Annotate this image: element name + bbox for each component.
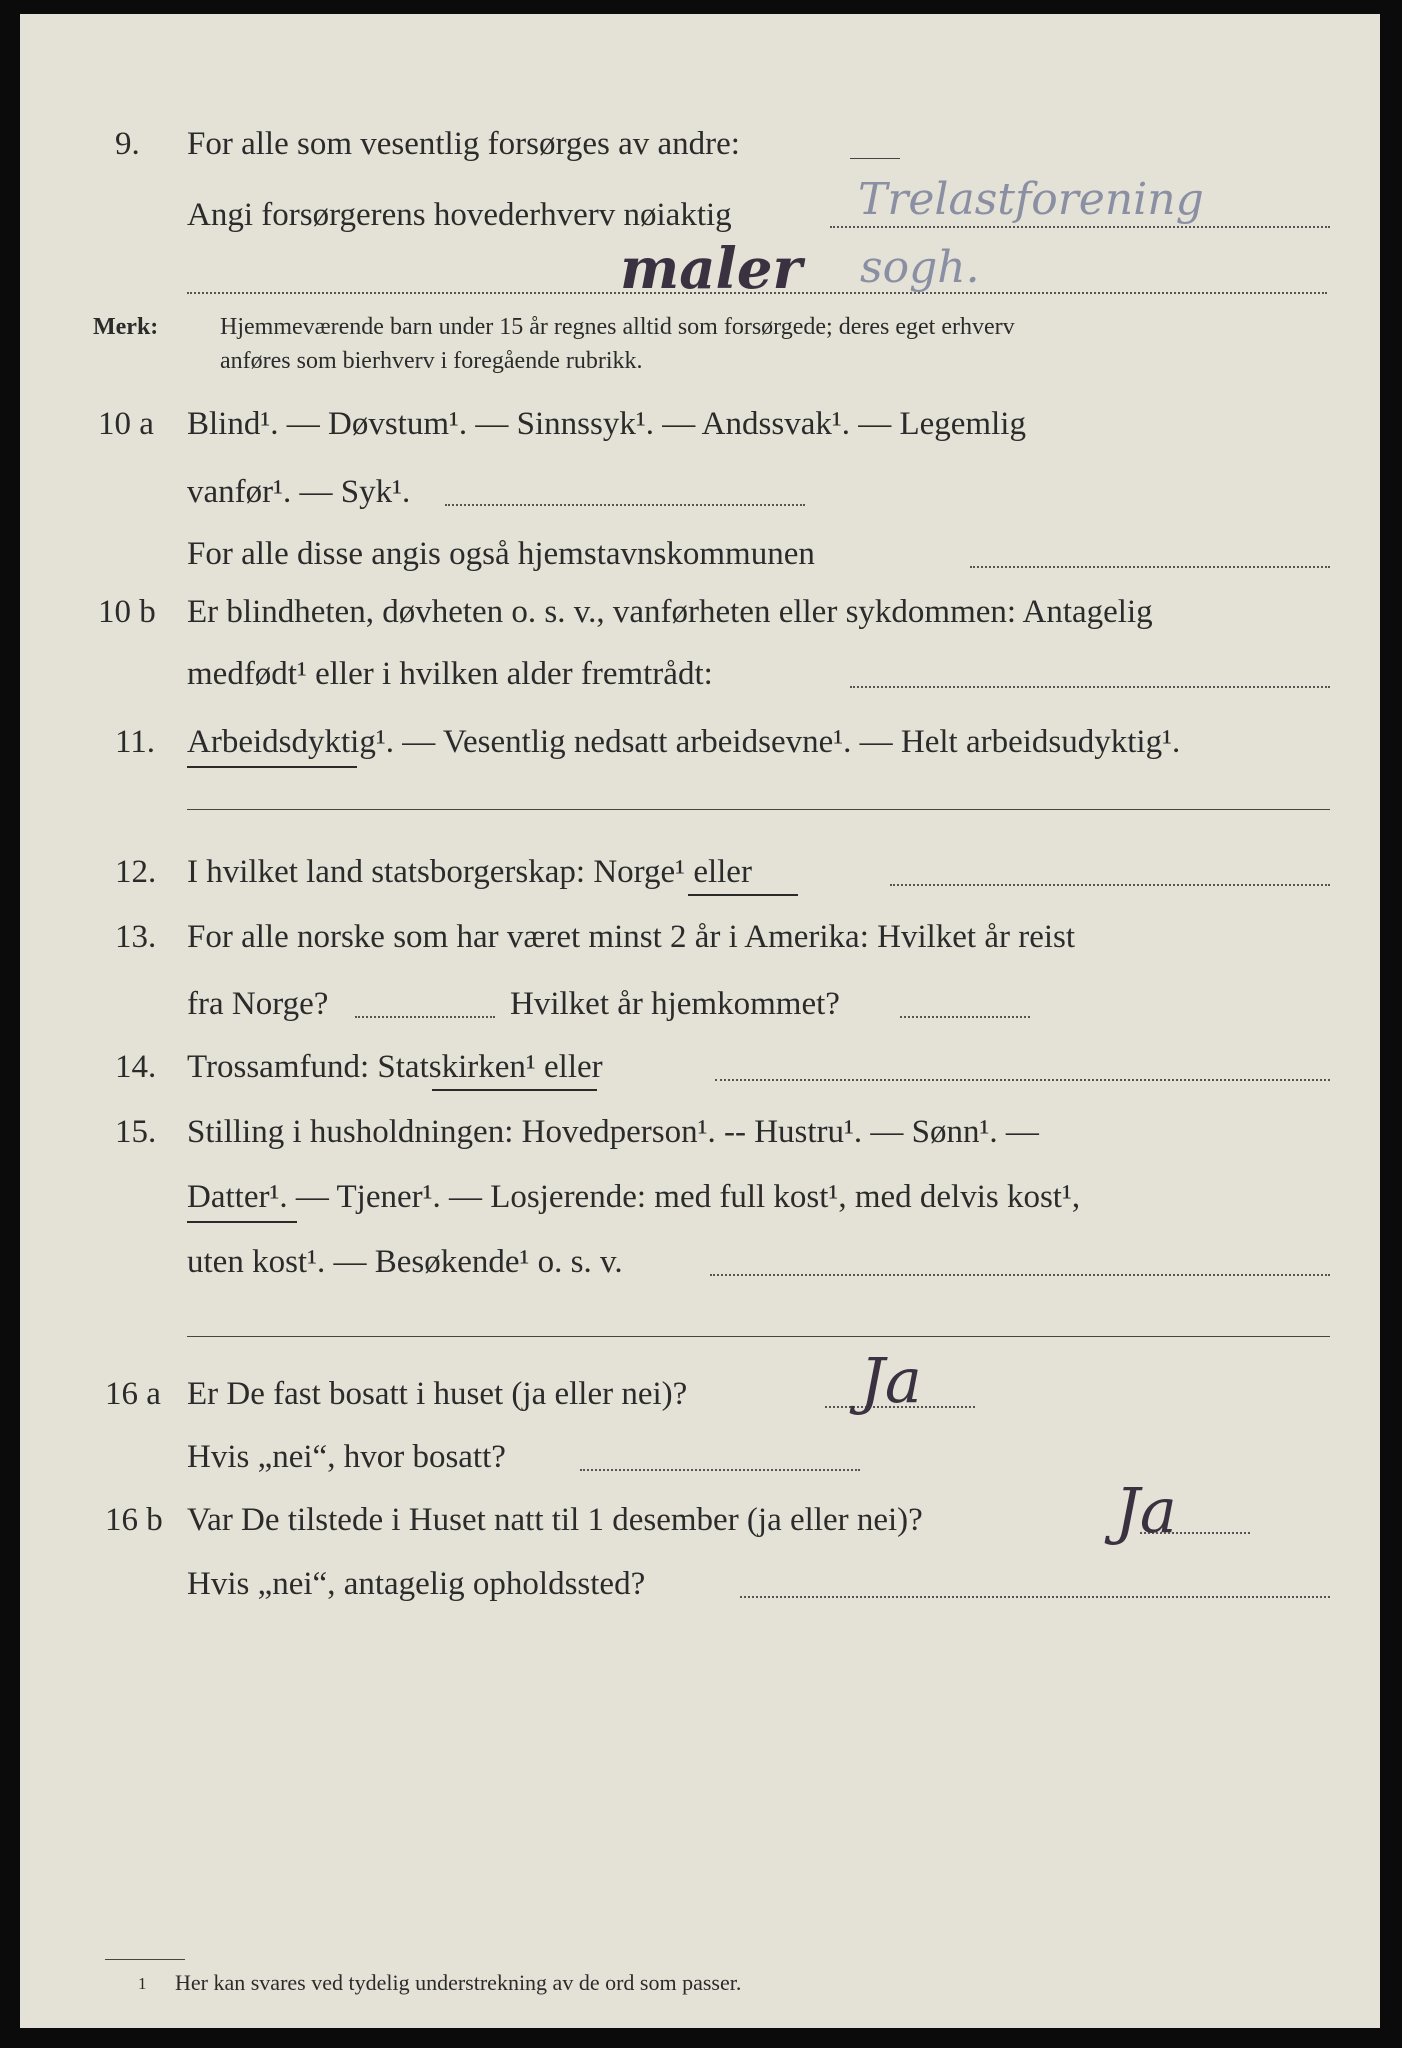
footnote-rule (105, 1959, 185, 1960)
q12-number: 12. (115, 854, 157, 890)
q13-hjemkommet-dotted-line (900, 1016, 1030, 1018)
q13-line2b: Hvilket år hjemkommet? (510, 986, 840, 1022)
q10b-line1: Er blindheten, døvheten o. s. v., vanførheten eller sykdommen: Antagelig (187, 594, 1153, 630)
q16b-line2: Hvis „nei“, antagelig opholdssted? (187, 1566, 646, 1602)
q15-number: 15. (115, 1114, 157, 1150)
q10a-line3: For alle disse angis også hjemstavnskommunen (187, 536, 815, 572)
q14-number: 14. (115, 1049, 157, 1085)
q10a-number: 10 a (98, 406, 154, 442)
footnote-mark: 1 (138, 1974, 147, 1993)
q15-line3: uten kost¹. — Besøkende¹ o. s. v. (187, 1244, 623, 1280)
q12-line1: I hvilket land statsborgerskap: Norge¹ eller (187, 854, 752, 890)
q16b-opholdssted-dotted-line (740, 1596, 1330, 1598)
q16b-handwritten-answer: Ja (1115, 1474, 1177, 1547)
q12-underline-norge (688, 894, 798, 896)
q9-line1: For alle som vesentlig forsørges av andre: (187, 126, 740, 162)
q9-handwriting-occupation: Trelastforening (858, 174, 1204, 225)
q11-line1: Arbeidsdyktig¹. — Vesentlig nedsatt arbeidsevne¹. — Helt arbeidsudyktig¹. (187, 724, 1181, 760)
q10b-dotted-line (850, 686, 1330, 688)
merk-line1: Hjemmeværende barn under 15 år regnes alltid som forsørgede; deres eget erhverv (220, 314, 1015, 340)
q15-line2: Datter¹. — Tjener¹. — Losjerende: med full kost¹, med delvis kost¹, (187, 1179, 1081, 1215)
q10a-line1: Blind¹. — Døvstum¹. — Sinnssyk¹. — Andssvak¹. — Legemlig (187, 406, 1026, 442)
q16a-number: 16 a (105, 1376, 161, 1412)
q16b-line1: Var De tilstede i Huset natt til 1 desember (ja eller nei)? (187, 1502, 923, 1538)
q9-handwriting-maler: maler (620, 236, 802, 302)
census-form-sheet (20, 14, 1380, 2028)
q13-number: 13. (115, 919, 157, 955)
q16a-bosatt-dotted-line (580, 1469, 860, 1471)
q13-line2a: fra Norge? (187, 986, 329, 1022)
q11-underline-arbeidsdyktig (187, 766, 357, 768)
q10a-hjemstavn-dotted-line (970, 566, 1330, 568)
q9-answer-dotted-line (830, 226, 1330, 228)
q15-underline-datter (187, 1221, 297, 1223)
q9-line1-rule (850, 158, 900, 159)
q11-number: 11. (115, 724, 156, 760)
merk-label: Merk: (93, 314, 159, 340)
q15-dotted-line (710, 1274, 1330, 1276)
q16a-line1: Er De fast bosatt i huset (ja eller nei)? (187, 1376, 688, 1412)
q15-line1: Stilling i husholdningen: Hovedperson¹. -- Hustru¹. — Sønn¹. — (187, 1114, 1039, 1150)
q10b-number: 10 b (98, 594, 156, 630)
q10a-line2: vanfør¹. — Syk¹. (187, 474, 411, 510)
q14-dotted-line (715, 1079, 1330, 1081)
q14-underline-statskirken (432, 1089, 597, 1091)
q16a-line2: Hvis „nei“, hvor bosatt? (187, 1439, 506, 1475)
q9-number: 9. (115, 126, 140, 162)
q13-reist-dotted-line (355, 1016, 495, 1018)
merk-line2: anføres som bierhverv i foregående rubrikk. (220, 348, 643, 374)
footnote-text: Her kan svares ved tydelig understrekning av de ord som passer. (175, 1970, 742, 1995)
q16b-number: 16 b (105, 1502, 163, 1538)
q15-answer-line (187, 1336, 1330, 1337)
q13-line1: For alle norske som har været minst 2 år i Amerika: Hvilket år reist (187, 919, 1076, 955)
q12-dotted-line (890, 884, 1330, 886)
q11-answer-line (187, 809, 1330, 810)
q10a-dotted-line (445, 504, 805, 506)
q9-handwriting-sogh: sogh. (860, 242, 980, 293)
q9-line2: Angi forsørgerens hovederhverv nøiaktig (187, 197, 732, 233)
q16a-handwritten-answer: Ja (860, 1344, 922, 1417)
q14-line1: Trossamfund: Statskirken¹ eller (187, 1049, 603, 1085)
q10b-line2: medfødt¹ eller i hvilken alder fremtrådt: (187, 656, 713, 692)
